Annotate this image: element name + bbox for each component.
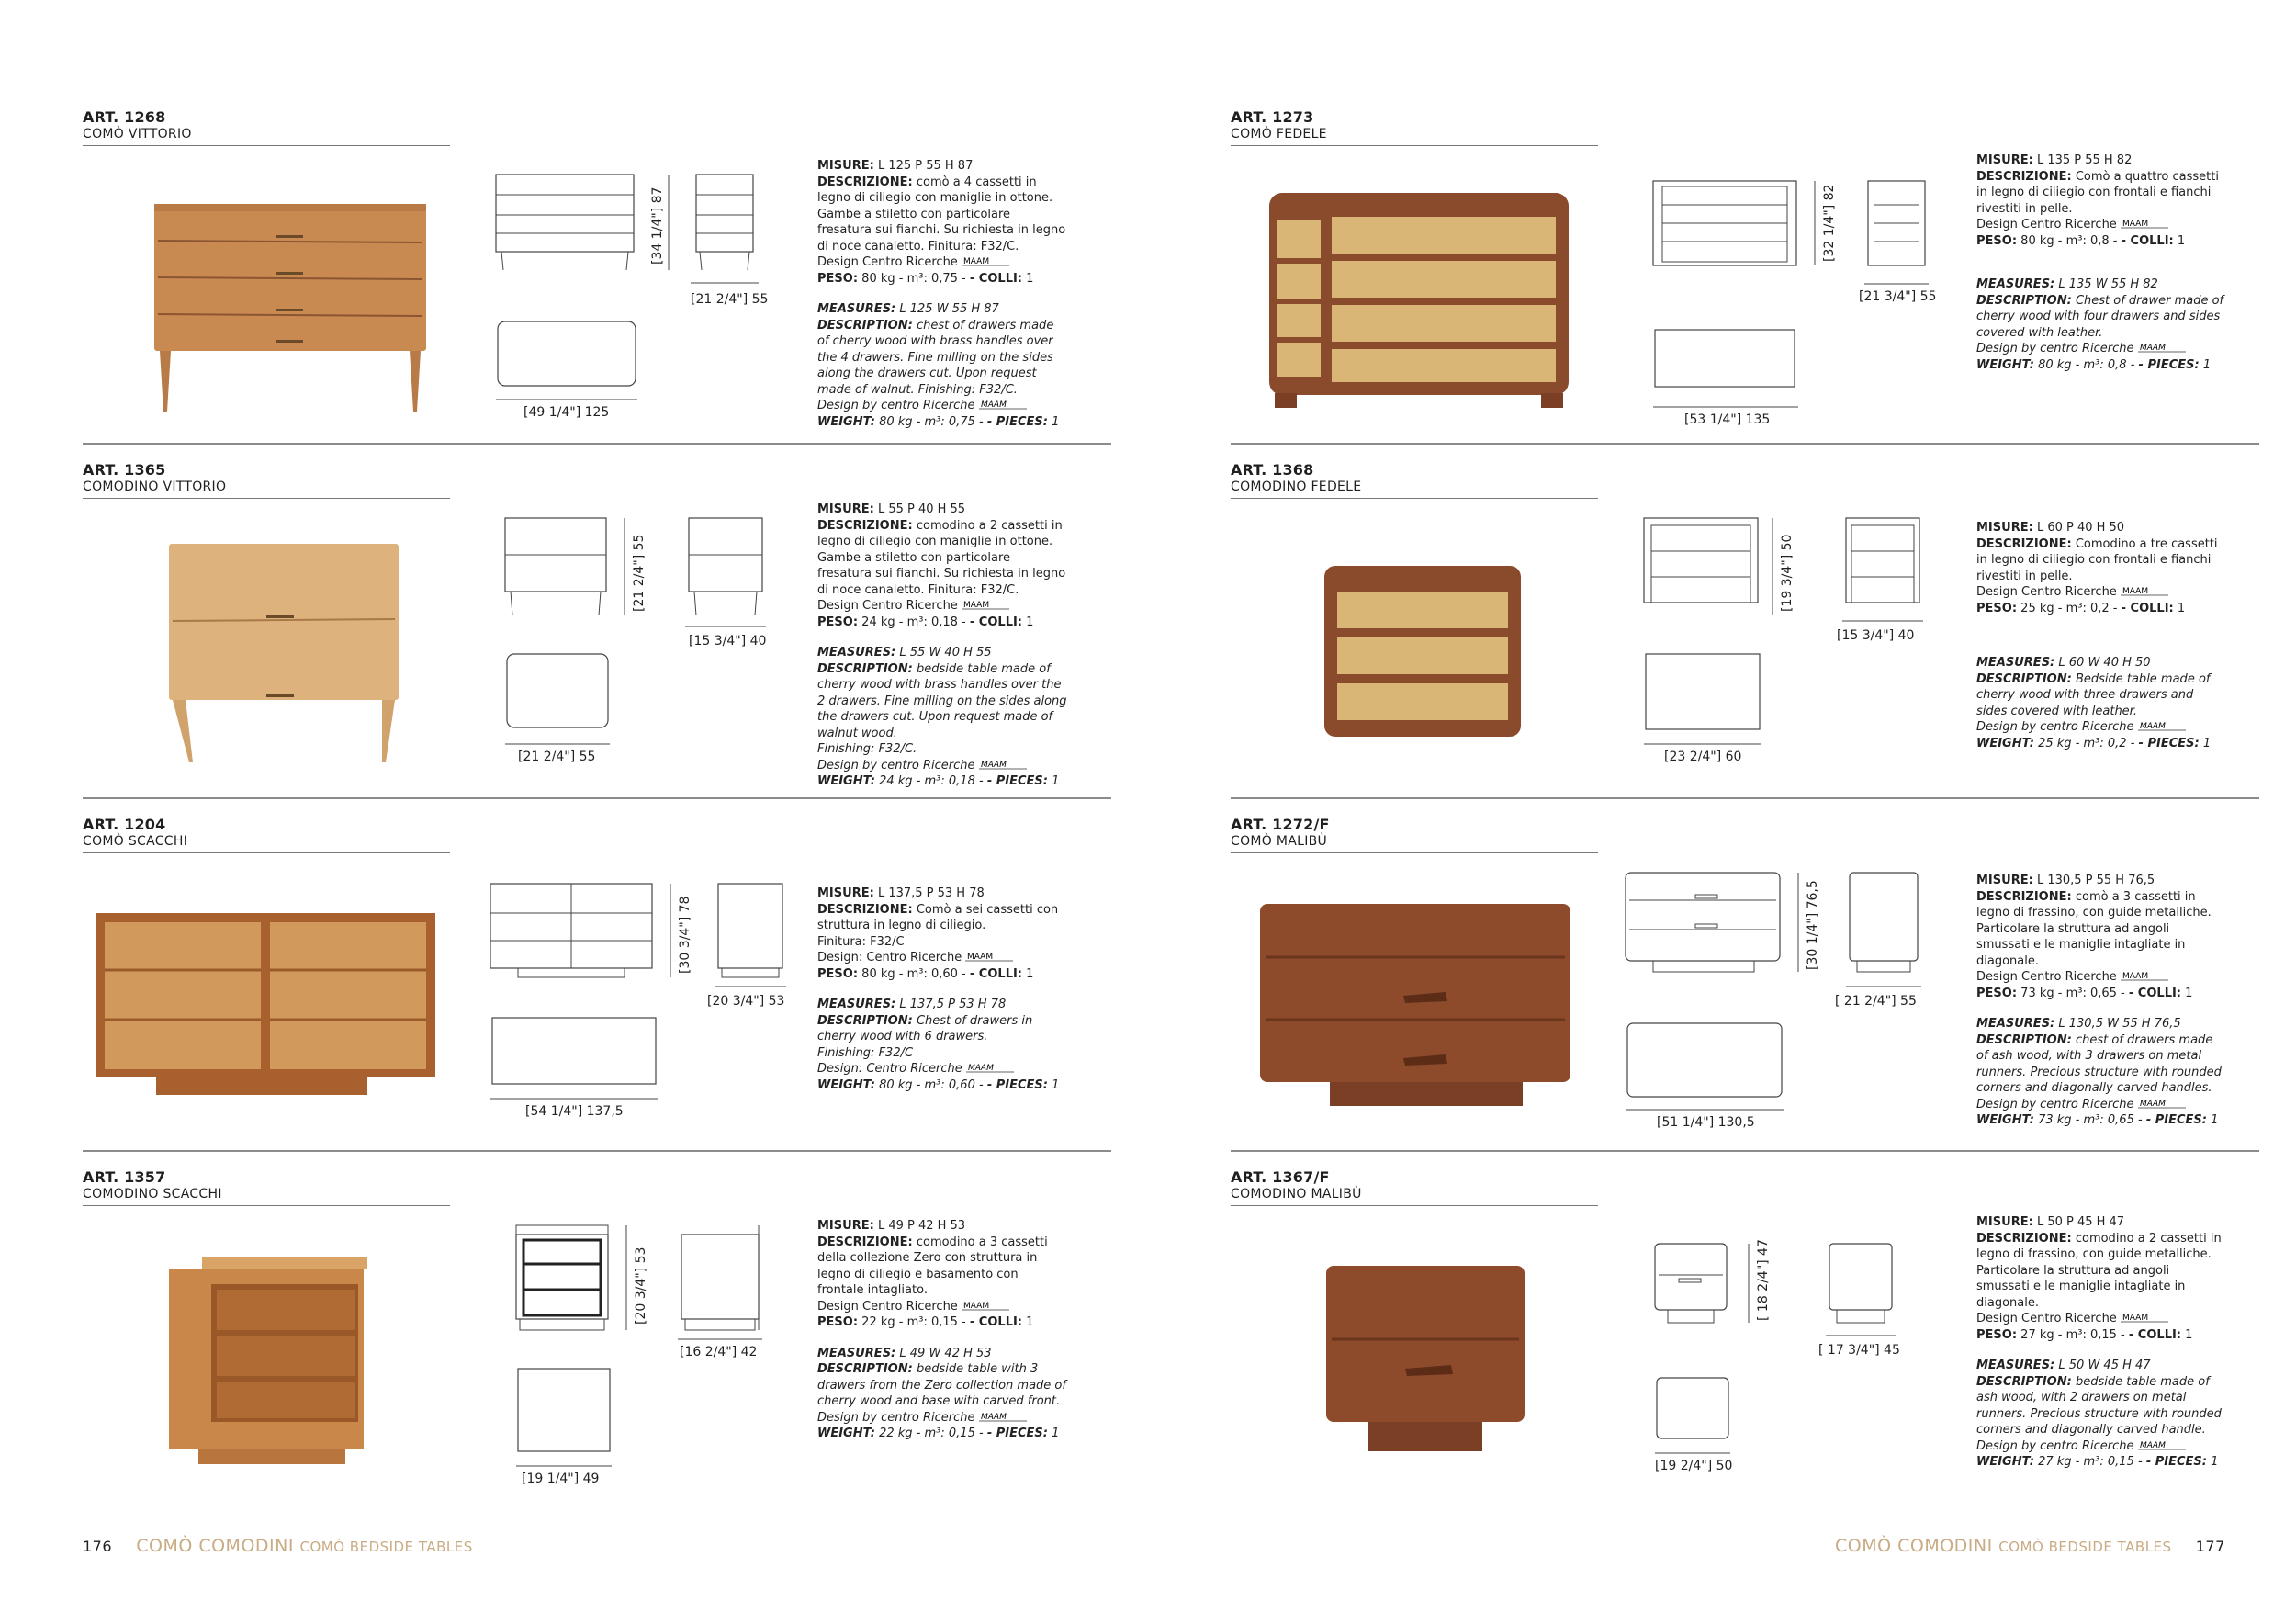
product-description: MISURE: L 135 P 55 H 82 DESCRIZIONE: Comò a quattro cassetti in legno di ciliegio con frontali e fianchi rivestiti in pelle. Design Centro Ricerche MAAM PESO: 80 kg - m³: 0,8 - - COLLI: 1 MEASURES: L 135 W 55 H 82 DESCRIPTION: Chest of drawer made of cherry wood with four drawers and sides covered with leather. Design by centro Ricerche MAAM WEIGHT: 80 kg - m³: 0,8 - - PIECES: 1 [1976,153,2224,372]
product-name: COMODINO MALIBÙ [1231,1187,1362,1201]
title-underline [1231,852,1598,853]
title-underline [83,498,450,499]
technical-drawing [1653,181,1965,438]
svg-text:MAAM: MAAM [2139,1440,2166,1450]
product-art-1268 [83,92,1111,441]
depth-dimension: [ 17 3/4"] 45 [1818,1343,1900,1358]
article-number: ART. 1272/F [1231,816,1330,833]
svg-text:MAAM: MAAM [980,400,1007,410]
technical-drawing [490,884,803,1150]
depth-dimension: [21 2/4"] 55 [691,292,769,307]
product-description: MISURE: L 55 P 40 H 55 DESCRIZIONE: comodino a 2 cassetti in legno di ciliegio con maniglie in ottone. Gambe a stiletto con particolare fresatura sui fianchi. Su richiesta in legno di noce canaletto. Finitura: F32/C. Design Centro Ricerche MAAM PESO: 24 kg - m³: 0,18 - - COLLI: 1 MEASURES: L 55 W 40 H 55 DESCRIPTION: bedside table made of cherry wood with brass handles over the 2 drawers. Fine milling on the sides along the drawers cut. Upon request made of walnut wood. Finishing: F32/C. Design by centro Ricerche MAAM WEIGHT: 24 kg - m³: 0,18 - - PIECES: 1 [817,502,1067,788]
product-description: MISURE: L 130,5 P 55 H 76,5 DESCRIZIONE: comò a 3 cassetti in legno di frassino, con guide metalliche. Particolare la struttura ad angoli smussati e le maniglie intagliate in diagonale. Design Centro Ricerche MAAM PESO: 73 kg - m³: 0,65 - - COLLI: 1 MEASURES: L 130,5 W 55 H 76,5 DESCRIPTION: chest of drawers made of ash wood, with 3 drawers on metal runners. Precious structure with rounded corners and diagonally carved handles. Design by centro Ricerche MAAM WEIGHT: 73 kg - m³: 0,65 - - PIECES: 1 [1976,874,2222,1127]
maam-logo [2121,585,2168,596]
depth-dimension: [ 21 2/4"] 55 [1835,994,1917,1009]
svg-text:MAAM: MAAM [2139,344,2166,353]
product-art-1367f [1231,1150,2259,1499]
maam-logo [965,951,1013,962]
length-dimension: [51 1/4"] 130,5 [1657,1115,1755,1130]
article-number: ART. 1273 [1231,108,1314,126]
product-photo [138,193,441,413]
maam-logo [2138,720,2186,731]
length-dimension: [53 1/4"] 135 [1684,412,1771,427]
title-underline [83,145,450,146]
article-number: ART. 1365 [83,461,166,479]
product-photo [92,909,441,1111]
product-name: COMÒ MALIBÙ [1231,834,1328,849]
title-underline [83,852,450,853]
article-number: ART. 1357 [83,1168,166,1186]
product-photo [156,536,413,766]
maam-logo [962,1300,1009,1311]
length-dimension: [19 2/4"] 50 [1655,1459,1733,1473]
height-dimension: [ 18 2/4"] 47 [1756,1239,1771,1321]
article-number: ART. 1367/F [1231,1168,1330,1186]
section-subtitle: COMÒ BEDSIDE TABLES [1998,1539,2172,1555]
maam-logo [2121,970,2168,981]
length-dimension: [23 2/4"] 60 [1664,750,1742,764]
product-name: COMODINO VITTORIO [83,479,227,494]
length-dimension: [49 1/4"] 125 [523,405,610,420]
maam-logo [966,1062,1014,1073]
footer-left [83,1536,473,1556]
depth-dimension: [20 3/4"] 53 [707,994,785,1009]
svg-text:MAAM: MAAM [962,257,989,266]
maam-logo [2121,1312,2168,1323]
section-title: COMÒ COMODINI [1835,1536,1993,1556]
svg-text:MAAM: MAAM [2122,1314,2148,1323]
svg-text:MAAM: MAAM [967,953,994,962]
page-number: 177 [2195,1538,2225,1555]
length-dimension: [21 2/4"] 55 [518,750,596,764]
maam-logo [2138,1098,2186,1109]
product-description: MISURE: L 60 P 40 H 50 DESCRIZIONE: Comodino a tre cassetti in legno di ciliegio con frontali e fianchi rivestiti in pelle. Design Centro Ricerche MAAM PESO: 25 kg - m³: 0,2 - - COLLI: 1 MEASURES: L 60 W 40 H 50 DESCRIPTION: Bedside table made of cherry wood with three drawers and sides covered with leather. Design by centro Ricerche MAAM WEIGHT: 25 kg - m³: 0,2 - - PIECES: 1 [1976,521,2218,750]
height-dimension: [32 1/4"] 82 [1822,184,1837,262]
depth-dimension: [16 2/4"] 42 [680,1345,758,1359]
maam-logo [2121,218,2168,229]
depth-dimension: [21 3/4"] 55 [1859,289,1937,304]
product-art-1204 [83,797,1111,1146]
maam-logo [2138,1439,2186,1450]
product-art-1365 [83,443,1111,792]
article-number: ART. 1368 [1231,461,1314,479]
svg-text:MAAM: MAAM [980,760,1007,770]
technical-drawing [516,1225,819,1492]
technical-drawing [496,175,817,432]
depth-dimension: [15 3/4"] 40 [689,634,767,648]
height-dimension: [34 1/4"] 87 [650,186,665,265]
title-underline [83,1205,450,1206]
product-art-1357 [83,1150,1111,1499]
section-title: COMÒ COMODINI [136,1536,294,1556]
depth-dimension: [15 3/4"] 40 [1837,628,1915,643]
svg-text:MAAM: MAAM [2122,972,2148,981]
maam-logo [979,759,1027,770]
svg-text:MAAM: MAAM [962,601,989,610]
product-photo [165,1253,395,1473]
height-dimension: [30 1/4"] 76,5 [1806,880,1820,970]
svg-text:MAAM: MAAM [2139,1099,2166,1109]
svg-text:MAAM: MAAM [962,1301,989,1311]
svg-text:MAAM: MAAM [980,1412,1007,1422]
section-subtitle: COMÒ BEDSIDE TABLES [299,1539,473,1555]
height-dimension: [30 3/4"] 78 [678,896,692,974]
maam-logo [962,599,1009,610]
title-underline [1231,498,1598,499]
product-description: MISURE: L 50 P 45 H 47 DESCRIZIONE: comodino a 2 cassetti in legno di frassino, con guide metalliche. Particolare la struttura ad angoli smussati e le maniglie intagliate in diagonale. Design Centro Ricerche MAAM PESO: 27 kg - m³: 0,15 - - COLLI: 1 MEASURES: L 50 W 45 H 47 DESCRIPTION: bedside table made of ash wood, with 2 drawers on metal runners. Precious structure with rounded corners and diagonally carved handle. Design by centro Ricerche MAAM WEIGHT: 27 kg - m³: 0,15 - - PIECES: 1 [1976,1215,2222,1469]
length-dimension: [54 1/4"] 137,5 [525,1104,624,1119]
product-photo [1322,1262,1534,1464]
maam-logo [2138,342,2186,353]
title-underline [1231,1205,1598,1206]
product-name: COMÒ FEDELE [1231,127,1327,141]
product-description: MISURE: L 125 P 55 H 87 DESCRIZIONE: comò a 4 cassetti in legno di ciliegio con maniglie in ottone. Gambe a stiletto con particolare fresatura sui fianchi. Su richiesta in legno di noce canaletto. Finitura: F32/C. Design Centro Ricerche MAAM PESO: 80 kg - m³: 0,75 - - COLLI: 1 MEASURES: L 125 W 55 H 87 DESCRIPTION: chest of drawers made of cherry wood with brass handles over the 4 drawers. Fine milling on the sides along the drawers cut. Upon request made of walnut. Finishing: F32/C. Design by centro Ricerche MAAM WEIGHT: 80 kg - m³: 0,75 - - PIECES: 1 [817,159,1066,429]
product-description: MISURE: L 137,5 P 53 H 78 DESCRIZIONE: Comò a sei cassetti con struttura in legno di ciliegio. Finitura: F32/C Design: Centro Ricerche MAAM PESO: 80 kg - m³: 0,60 - - COLLI: 1 MEASURES: L 137,5 P 53 H 78 DESCRIPTION: Chest of drawers in cherry wood with 6 drawers. Finishing: F32/C Design: Centro Ricerche MAAM WEIGHT: 80 kg - m³: 0,60 - - PIECES: 1 [817,886,1060,1092]
technical-drawing [505,518,817,784]
product-photo [1258,184,1580,413]
svg-text:MAAM: MAAM [2122,220,2148,229]
product-art-1272f [1231,797,2259,1146]
svg-text:MAAM: MAAM [2139,722,2166,731]
product-description: MISURE: L 49 P 42 H 53 DESCRIZIONE: comodino a 3 cassetti della collezione Zero con struttura in legno di ciliegio e basamento con frontale intagliato. Design Centro Ricerche MAAM PESO: 22 kg - m³: 0,15 - - COLLI: 1 MEASURES: L 49 W 42 H 53 DESCRIPTION: bedside table with 3 drawers from the Zero collection made of cherry wood and base with carved front. Design by centro Ricerche MAAM WEIGHT: 22 kg - m³: 0,15 - - PIECES: 1 [817,1219,1066,1440]
product-name: COMODINO FEDELE [1231,479,1362,494]
height-dimension: [21 2/4"] 55 [632,534,647,612]
height-dimension: [20 3/4"] 53 [634,1246,648,1325]
technical-drawing [1626,873,1938,1148]
svg-text:MAAM: MAAM [2122,587,2148,596]
title-underline [1231,145,1598,146]
page-number: 176 [83,1538,113,1555]
product-name: COMÒ VITTORIO [83,127,192,141]
article-number: ART. 1204 [83,816,166,833]
height-dimension: [19 3/4"] 50 [1780,534,1795,612]
product-name: COMÒ SCACCHI [83,834,188,849]
technical-drawing [1655,1239,1958,1492]
product-art-1273 [1231,92,2259,441]
maam-logo [979,1411,1027,1422]
product-name: COMODINO SCACCHI [83,1187,222,1201]
maam-logo [979,399,1027,410]
article-number: ART. 1268 [83,108,166,126]
technical-drawing [1644,518,1956,784]
maam-logo [962,255,1009,266]
footer-right [1835,1536,2225,1556]
svg-text:MAAM: MAAM [967,1064,994,1073]
product-art-1368 [1231,443,2259,792]
product-photo [1322,564,1525,748]
length-dimension: [19 1/4"] 49 [522,1472,600,1486]
product-photo [1256,900,1578,1111]
